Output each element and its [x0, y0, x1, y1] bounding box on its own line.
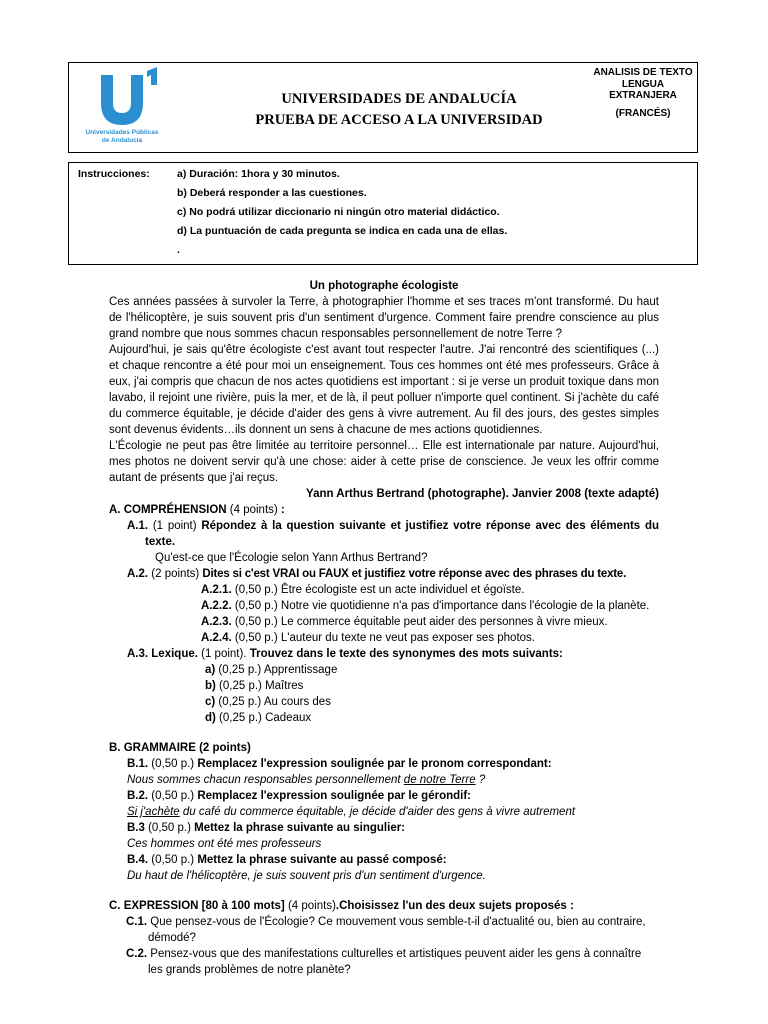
question-points: (1 point) — [148, 520, 202, 532]
question-a2-item — [109, 630, 659, 646]
question-a2-item — [109, 582, 659, 598]
instruction-item: a) Duración: 1hora y 30 minutos. — [177, 168, 340, 180]
item-text: Apprentissage — [263, 664, 338, 676]
item-points: (0,50 p.) — [231, 616, 281, 628]
instruction-item: d) La puntuación de cada pregunta se indica en cada una de ellas. — [177, 225, 508, 237]
question-points: (1 point). — [197, 648, 250, 660]
section-a-colon: : — [277, 504, 285, 516]
sentence-text: ? — [475, 774, 486, 786]
question-a1-prompt: Qu'est-ce que l'Écologie selon Yann Arthus Bertrand? — [155, 552, 428, 564]
exam-body — [109, 278, 659, 978]
question-c1 — [109, 914, 659, 946]
logo-caption-line1: Universidades Públicas — [85, 129, 159, 136]
sentence-underlined: Si j'achète — [127, 806, 180, 818]
question-a3-item — [109, 694, 659, 710]
logo-caption-line2: de Andalucía — [101, 137, 143, 144]
header-title-line2: PRUEBA DE ACCESO A LA UNIVERSIDAD — [255, 112, 543, 128]
question-number: B.2. — [127, 790, 149, 802]
question-points: (0,50 p.) — [148, 854, 198, 866]
instructions-box — [68, 162, 698, 265]
university-logo — [77, 67, 167, 149]
item-text: Être écologiste est un acte individuel et égoïste. — [280, 584, 525, 596]
question-instruction: Mettez la phrase suivante au passé composé: — [197, 854, 447, 866]
instruction-item: . — [177, 244, 180, 256]
question-instruction: Trouvez dans le texte des synonymes des mots suivants: — [249, 648, 563, 660]
question-b3 — [109, 820, 659, 836]
question-instruction: Remplacez l'expression soulignée par le pronom correspondant: — [197, 758, 552, 770]
question-b3-sentence: Ces hommes ont été mes professeurs — [127, 838, 322, 850]
question-points: (0,50 p.) — [144, 822, 195, 834]
item-points: (0,50 p.) — [231, 584, 281, 596]
instructions-label: Instrucciones: — [78, 168, 150, 180]
question-number: A.1. — [127, 520, 149, 532]
question-a3 — [109, 646, 659, 662]
instructions-list — [177, 166, 507, 261]
sentence-underlined: de notre Terre — [403, 774, 476, 786]
sentence-text: Nous sommes chacun responsables personnellement — [127, 774, 404, 786]
question-number: C.2. — [126, 948, 148, 960]
header-title — [209, 89, 589, 131]
question-number: B.4. — [127, 854, 149, 866]
text-source: Yann Arthus Bertrand (photographe). Janvier 2008 (texte adapté) — [306, 488, 659, 500]
exam-subject — [589, 67, 697, 119]
question-number: B.1. — [127, 758, 149, 770]
question-a2-item — [109, 598, 659, 614]
item-number: A.2.1. — [201, 584, 232, 596]
item-letter: c) — [205, 696, 216, 708]
question-number: A.3. Lexique. — [127, 648, 198, 660]
item-points: (0,25 p.) — [215, 664, 264, 676]
item-text: Maîtres — [265, 680, 304, 692]
item-letter: d) — [205, 712, 216, 724]
sentence-text: du café du commerce équitable, je décide d'aider des gens à vivre autrement — [179, 806, 576, 818]
item-text: Notre vie quotidienne n'a pas d'importance dans l'écologie de la planète. — [280, 600, 650, 612]
section-b-heading: B. GRAMMAIRE (2 points) — [109, 742, 251, 754]
item-letter: b) — [205, 680, 216, 692]
question-b2 — [109, 788, 659, 804]
section-c-instruction: .Choisissez l'un des deux sujets proposés : — [335, 900, 574, 912]
header-box — [68, 62, 698, 153]
section-c-title: C. EXPRESSION [80 à 100 mots] — [109, 900, 285, 912]
question-points: (0,50 p.) — [148, 758, 198, 770]
question-b2-sentence — [109, 804, 659, 820]
question-a2 — [109, 566, 659, 582]
section-c-points: (4 points) — [284, 900, 336, 912]
question-instruction: Dites si c'est VRAI ou FAUX et justifiez votre réponse avec des phrases du texte. — [202, 568, 627, 580]
item-points: (0,50 p.) — [231, 632, 281, 644]
question-text: Pensez-vous que des manifestations culturelles et artistiques peuvent aider les gens à connaître les grands problèmes de notre planète? — [147, 948, 642, 976]
item-points: (0,25 p.) — [215, 696, 264, 708]
text-paragraph: Ces années passées à survoler la Terre, à photographier l'homme et ses traces m'ont transformé. Du haut de l'hélicoptère, je suis souvent pris d'un sentiment d'urgence. Comment faire prendre conscience au plus grand nombre que nous sommes chacun responsables personnellement de notre Terre ? — [109, 296, 659, 340]
question-a3-item — [109, 710, 659, 726]
logo-caption — [77, 129, 167, 145]
exam-subject-language: (FRANCÉS) — [615, 107, 671, 119]
exam-subject-line1: ANALISIS DE TEXTO — [593, 67, 693, 78]
item-number: A.2.4. — [201, 632, 232, 644]
item-points: (0,50 p.) — [231, 600, 281, 612]
question-number: C.1. — [126, 916, 148, 928]
instruction-item: c) No podrá utilizar diccionario ni ningún otro material didáctico. — [177, 206, 500, 218]
question-b4 — [109, 852, 659, 868]
question-number: B.3 — [127, 822, 145, 834]
exam-subject-line3: EXTRANJERA — [609, 90, 677, 101]
question-points: (0,50 p.) — [148, 790, 198, 802]
text-paragraph: L'Écologie ne peut pas être limitée au territoire personnel… Elle est internationale par nature. Aujourd'hui, mes photos ne doivent servir qu'à une chose: aider à cette prise de conscience. Je veux les offrir comme autant de présents que j'ai reçus. — [109, 440, 659, 484]
question-a3-item — [109, 678, 659, 694]
instruction-item: b) Deberá responder a las cuestiones. — [177, 187, 367, 199]
question-instruction: Répondez à la question suivante et justifiez votre réponse avec des éléments du texte. — [145, 520, 659, 548]
question-instruction: Mettez la phrase suivante au singulier: — [194, 822, 406, 834]
item-text: Au cours des — [263, 696, 331, 708]
question-points: (2 points) — [148, 568, 203, 580]
question-text: Que pensez-vous de l'Écologie? Ce mouvement vous semble-t-il d'actualité ou, bien au contraire, démodé? — [147, 916, 646, 944]
exam-subject-line2: LENGUA — [621, 78, 665, 90]
item-number: A.2.3. — [201, 616, 232, 628]
question-a2-item — [109, 614, 659, 630]
section-a-title: A. COMPRÉHENSION — [109, 504, 227, 516]
text-paragraph: Aujourd'hui, je sais qu'être écologiste c'est avant tout respecter l'autre. J'ai rencontré des scientifiques (...) et chaque rencontre a été pour moi un enseignement. Tous ces hommes ont été mes professeurs. Grâce à eux, j'ai compris que chacun de nos actes quotidiens est important : si je verse un produit toxique dans mon lavabo, il rejoint une rivière, puis la mer, et de là, il peut polluer n'importe quel continent. Si j'achète du café du commerce équitable, je décide d'aider des gens à vivre autrement. Au fil des jours, des gestes simples sont devenus évidents…ils donnent un sens à chacune de mes actions quotidiennes. — [109, 344, 659, 436]
text-title: Un photographe écologiste — [309, 280, 459, 292]
question-a3-item — [109, 662, 659, 678]
section-a-points: (4 points) — [229, 504, 278, 516]
question-b1 — [109, 756, 659, 772]
item-letter: a) — [205, 664, 216, 676]
section-c-heading — [109, 898, 659, 914]
question-b4-sentence: Du haut de l'hélicoptère, je suis souvent pris d'un sentiment d'urgence. — [127, 870, 486, 882]
item-text: L'auteur du texte ne veut pas exposer ses photos. — [280, 632, 535, 644]
section-a-heading — [109, 502, 659, 518]
question-instruction: Remplacez l'expression soulignée par le gérondif: — [197, 790, 472, 802]
question-a1 — [109, 518, 659, 550]
item-text: Cadeaux — [265, 712, 312, 724]
logo-u-icon — [77, 67, 167, 127]
item-points: (0,25 p.) — [215, 680, 266, 692]
header-title-line1: UNIVERSIDADES DE ANDALUCÍA — [281, 91, 517, 107]
question-b1-sentence — [109, 772, 659, 788]
question-number: A.2. — [127, 568, 149, 580]
item-text: Le commerce équitable peut aider des personnes à vivre mieux. — [280, 616, 608, 628]
item-points: (0,25 p.) — [215, 712, 266, 724]
item-number: A.2.2. — [201, 600, 232, 612]
question-c2 — [109, 946, 659, 978]
